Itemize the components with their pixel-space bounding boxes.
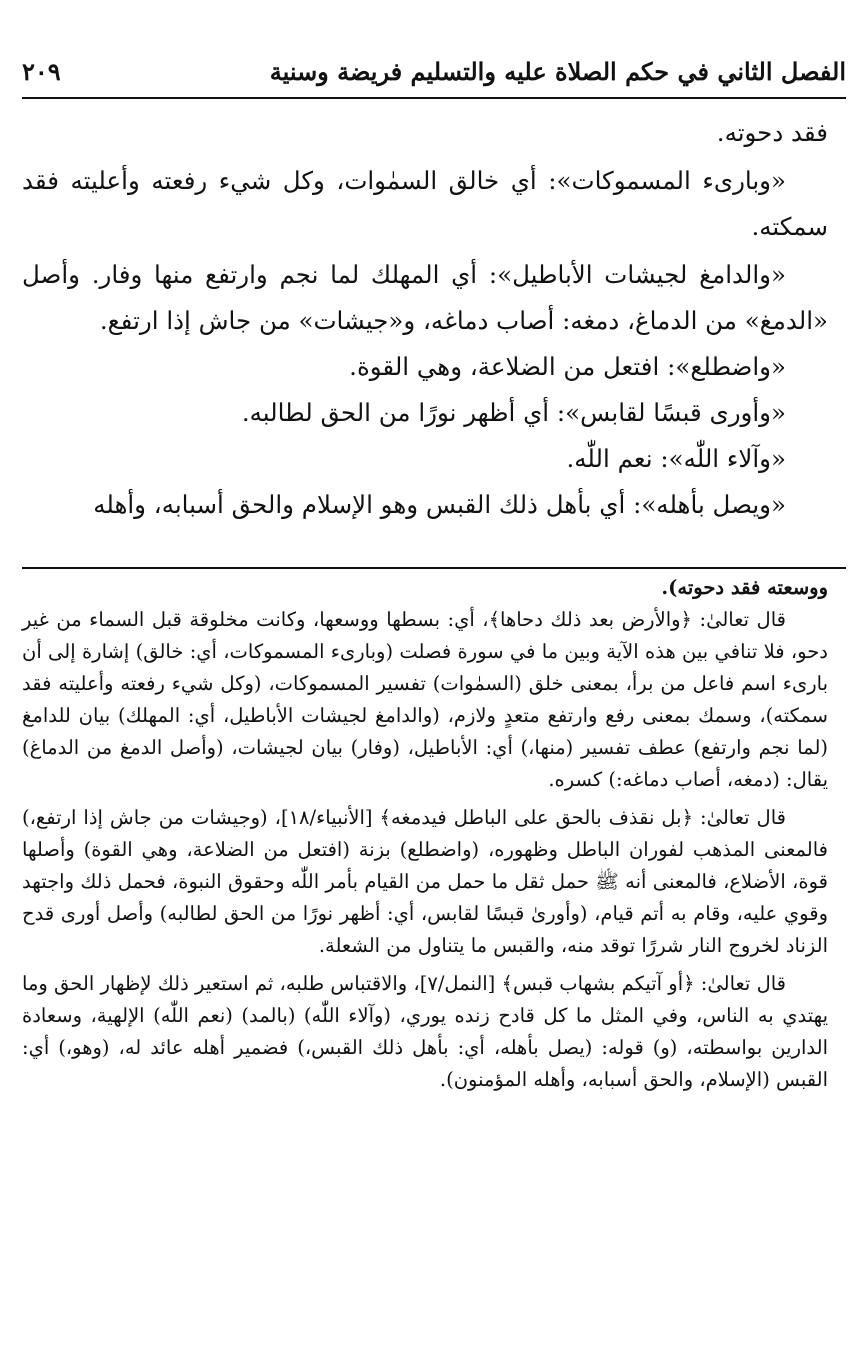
main-paragraph: «وآلاء اللّٰه»: نعم اللّٰه. — [566, 444, 786, 473]
commentary-paragraph: قال تعالىٰ: ﴿بل نقذف بالحق على الباطل فيدمغه﴾ [الأنبياء/١٨]، (وجيشات من جاش إذا ارتفع،) فالمعنى المذهب لفوران الباطل وظهوره، (واضطلع) بزنة (افتعل من الضلاعة، وهي القوة) وأصلها قوة، الأضلاع، فالمعنى أنه ﷺ حمل ثقل ما حمل من القيام بأمر اللّٰه وحقوق النبوة، فحمل ذلك واجتهد وقوي عليه، وقام به أتم قيام، (وأورىٰ قبسًا لقابس، أي: أظهر نورًا من الحق لطالبه) وأصل أورى قدح الزناد لخروج النار شررًا توقد منه، والقبس ما يتناول من الشعلة. — [22, 806, 828, 957]
page-header — [22, 48, 846, 94]
main-paragraph: «واضطلع»: افتعل من الضلاعة، وهي القوة. — [349, 352, 786, 381]
footnote-divider — [22, 567, 846, 569]
main-paragraph: «وبارىء المسموكات»: أي خالق السمٰوات، وكل شيء رفعته وأعليته فقد سمكته. — [22, 166, 828, 241]
commentary-paragraph: قال تعالىٰ: ﴿أو آتيكم بشهاب قبس﴾ [النمل/٧]، والاقتباس طلبه، ثم استعير ذلك لإظهار الحق وما يهتدي به الناس، وفي المثل ما كل قادح زنده يوري، (وآلاء اللّٰه) (بالمد) (نعم اللّٰه) الإلهية، وسعادة الدارين بواسطته، (و) قوله: (يصل بأهله، أي: بأهل ذلك القبس،) فضمير أهله عائد له، (وهو،) أي: القبس (الإسلام، والحق أسبابه، وأهله المؤمنون). — [22, 972, 828, 1091]
main-paragraph: «ويصل بأهله»: أي بأهل ذلك القبس وهو الإسلام والحق أسبابه، وأهله — [93, 490, 786, 519]
page-number: ٢٠٩ — [22, 56, 61, 86]
header-divider — [22, 97, 846, 99]
main-text — [22, 110, 828, 528]
main-paragraph: «والدامغ لجيشات الأباطيل»: أي المهلك لما نجم وارتفع منها وفار. وأصل «الدمغ» من الدماغ، دمغه: أصاب دماغه، و«جيشات» من جاش إذا ارتفع. — [22, 260, 828, 335]
main-paragraph: فقد دحوته. — [716, 118, 828, 147]
commentary-paragraph: قال تعالىٰ: ﴿والأرض بعد ذلك دحاها﴾، أي: بسطها ووسعها، وكانت مخلوقة قبل السماء من غير دحو، فلا تنافي بين هذه الآية وبين ما في سورة فصلت (وبارىء المسموكات، أي: خالق) إشارة إلى أن بارىء اسم فاعل من برأ، بمعنى خلق (السمٰوات) تفسير المسموكات، (وكل شيء رفعته وأعليته فقد سمكته)، وسمك بمعنى رفع وارتفع متعدٍ ولازم، (والدامغ لجيشات الأباطيل، أي: المهلك) بيان للدامغ (لما نجم وارتفع) عطف تفسير (منها،) أي: الأباطيل، (وفار) بيان لجيشات، (وأصل الدمغ من الدماغ) يقال: (دمغه، أصاب دماغه:) كسره. — [22, 608, 828, 791]
commentary-paragraph: ووسعته فقد دحوته). — [661, 576, 828, 599]
chapter-title: الفصل الثاني في حكم الصلاة عليه والتسليم فريضة وسنية — [269, 56, 846, 86]
commentary-text — [22, 572, 828, 1096]
main-paragraph: «وأورى قبسًا لقابس»: أي أظهر نورًا من الحق لطالبه. — [241, 398, 786, 427]
